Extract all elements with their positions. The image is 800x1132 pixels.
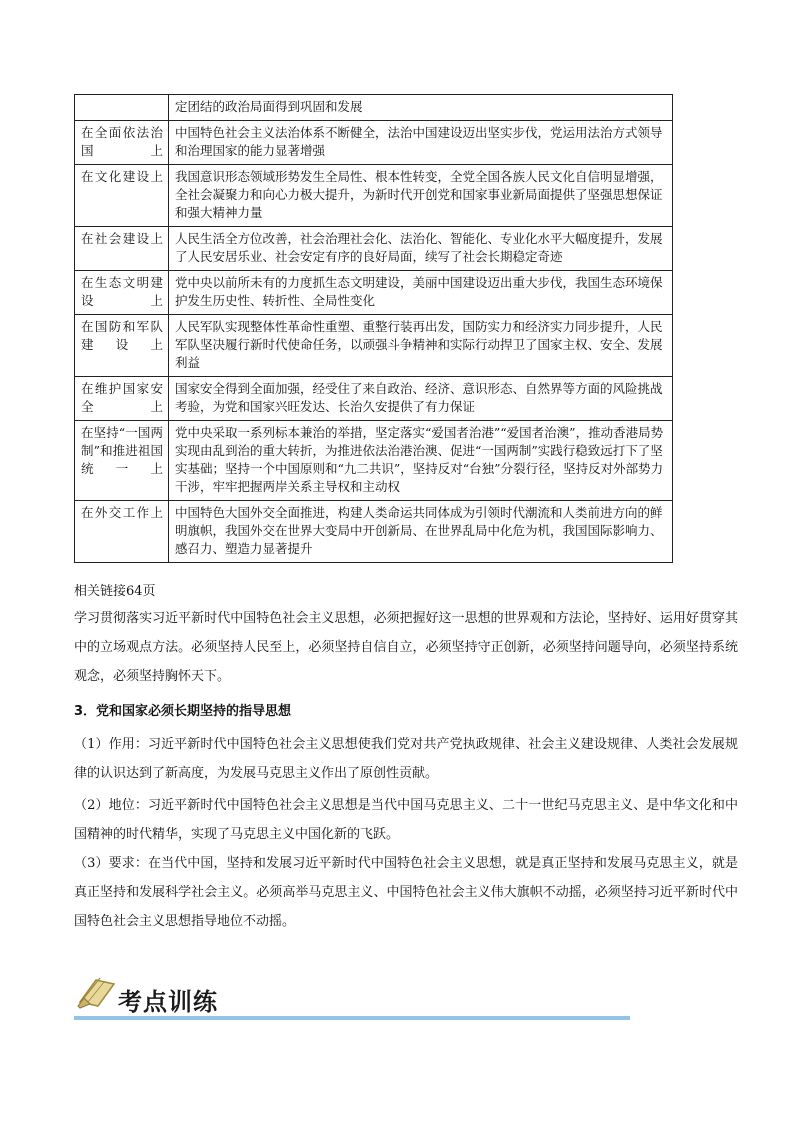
banner-title: 考点训练 — [118, 988, 218, 1016]
paragraph-status: （2）地位：习近平新时代中国特色社会主义思想是当代中国马克思主义、二十一世纪马克思主义、是中华文化和中国精神的时代精华，实现了马克思主义中国化新的飞跃。 — [74, 798, 738, 842]
table-row — [75, 227, 673, 271]
row-content: 国家安全得到全面加强，经受住了来自政治、经济、意识形态、自然界等方面的风险挑战考验，为党和国家兴旺发达、长治久安提供了有力保证 — [169, 377, 673, 421]
pencil-icon — [74, 972, 118, 1012]
row-label: 在社会建设上 — [75, 227, 169, 271]
row-label: 在外交工作上 — [75, 501, 169, 563]
row-content: 人民生活全方位改善，社会治理社会化、法治化、智能化、专业化水平大幅度提升，发展了人民安居乐业、社会安定有序的良好局面，续写了社会长期稳定奇迹 — [169, 227, 673, 271]
row-label: 在全面依法治国上 — [75, 121, 169, 165]
table-row — [75, 377, 673, 421]
paragraph-role: （1）作用：习近平新时代中国特色社会主义思想使我们党对共产党执政规律、社会主义建设规律、人类社会发展规律的认识达到了新高度，为发展马克思主义作出了原创性贡献。 — [74, 737, 738, 781]
row-content: 党中央采取一系列标本兼治的举措，坚定落实“爱国者治港”“爱国者治澳”，推动香港局势实现由乱到治的重大转折，为推进依法治港治澳、促进“一国两制”实践行稳致远打下了坚实基础；坚持一个中国原则和“九二共识”，坚持反对“台独”分裂行径，坚持反对外部势力干涉，牢牢把握两岸关系主导权和主动权 — [169, 421, 673, 501]
row-content: 人民军队实现整体性革命性重塑、重整行装再出发，国防实力和经济实力同步提升，人民军队坚决履行新时代使命任务，以顽强斗争精神和实际行动捍卫了国家主权、安全、发展利益 — [169, 315, 673, 377]
section-banner — [74, 966, 634, 1026]
row-label — [75, 95, 169, 121]
row-content: 中国特色大国外交全面推进，构建人类命运共同体成为引领时代潮流和人类前进方向的鲜明旗帜，我国外交在世界大变局中开创新局、在世界乱局中化危为机，我国国际影响力、感召力、塑造力显著提升 — [169, 501, 673, 563]
table-row — [75, 501, 673, 563]
achievements-table — [74, 94, 673, 563]
table-row — [75, 121, 673, 165]
table-row — [75, 271, 673, 315]
table-row — [75, 421, 673, 501]
row-content: 定团结的政治局面得到巩固和发展 — [169, 95, 673, 121]
row-label: 在国防和军队建设上 — [75, 315, 169, 377]
table-row — [75, 95, 673, 121]
row-label: 在维护国家安全上 — [75, 377, 169, 421]
row-label: 在坚持“一国两制”和推进祖国统一上 — [75, 421, 169, 501]
paragraph-requirement: （3）要求：在当代中国，坚持和发展习近平新时代中国特色社会主义思想，就是真正坚持和发展马克思主义，就是真正坚持和发展科学社会主义。必须高举马克思主义、中国特色社会主义伟大旗帜不动摇，必须坚持习近平新时代中国特色社会主义思想指导地位不动摇。 — [74, 856, 738, 929]
table-row — [75, 315, 673, 377]
row-content: 我国意识形态领域形势发生全局性、根本性转变，全党全国各族人民文化自信明显增强，全社会凝聚力和向心力极大提升，为新时代开创党和国家事业新局面提供了坚强思想保证和强大精神力量 — [169, 165, 673, 227]
row-content: 党中央以前所未有的力度抓生态文明建设，美丽中国建设迈出重大步伐，我国生态环境保护发生历史性、转折性、全局性变化 — [169, 271, 673, 315]
row-content: 中国特色社会主义法治体系不断健全，法治中国建设迈出坚实步伐，党运用法治方式领导和治理国家的能力显著增强 — [169, 121, 673, 165]
section-heading: 3．党和国家必须长期坚持的指导思想 — [74, 704, 292, 719]
row-label: 在文化建设上 — [75, 165, 169, 227]
banner-underline — [74, 1016, 630, 1020]
related-link-text: 相关链接64页 — [74, 584, 156, 599]
row-label: 在生态文明建设上 — [75, 271, 169, 315]
paragraph-methodology: 学习贯彻落实习近平新时代中国特色社会主义思想，必须把握好这一思想的世界观和方法论，坚持好、运用好贯穿其中的立场观点方法。必须坚持人民至上，必须坚持自信自立，必须坚持守正创新，必须坚持问题导向，必须坚持系统观念，必须坚持胸怀天下。 — [74, 611, 738, 684]
table-row — [75, 165, 673, 227]
